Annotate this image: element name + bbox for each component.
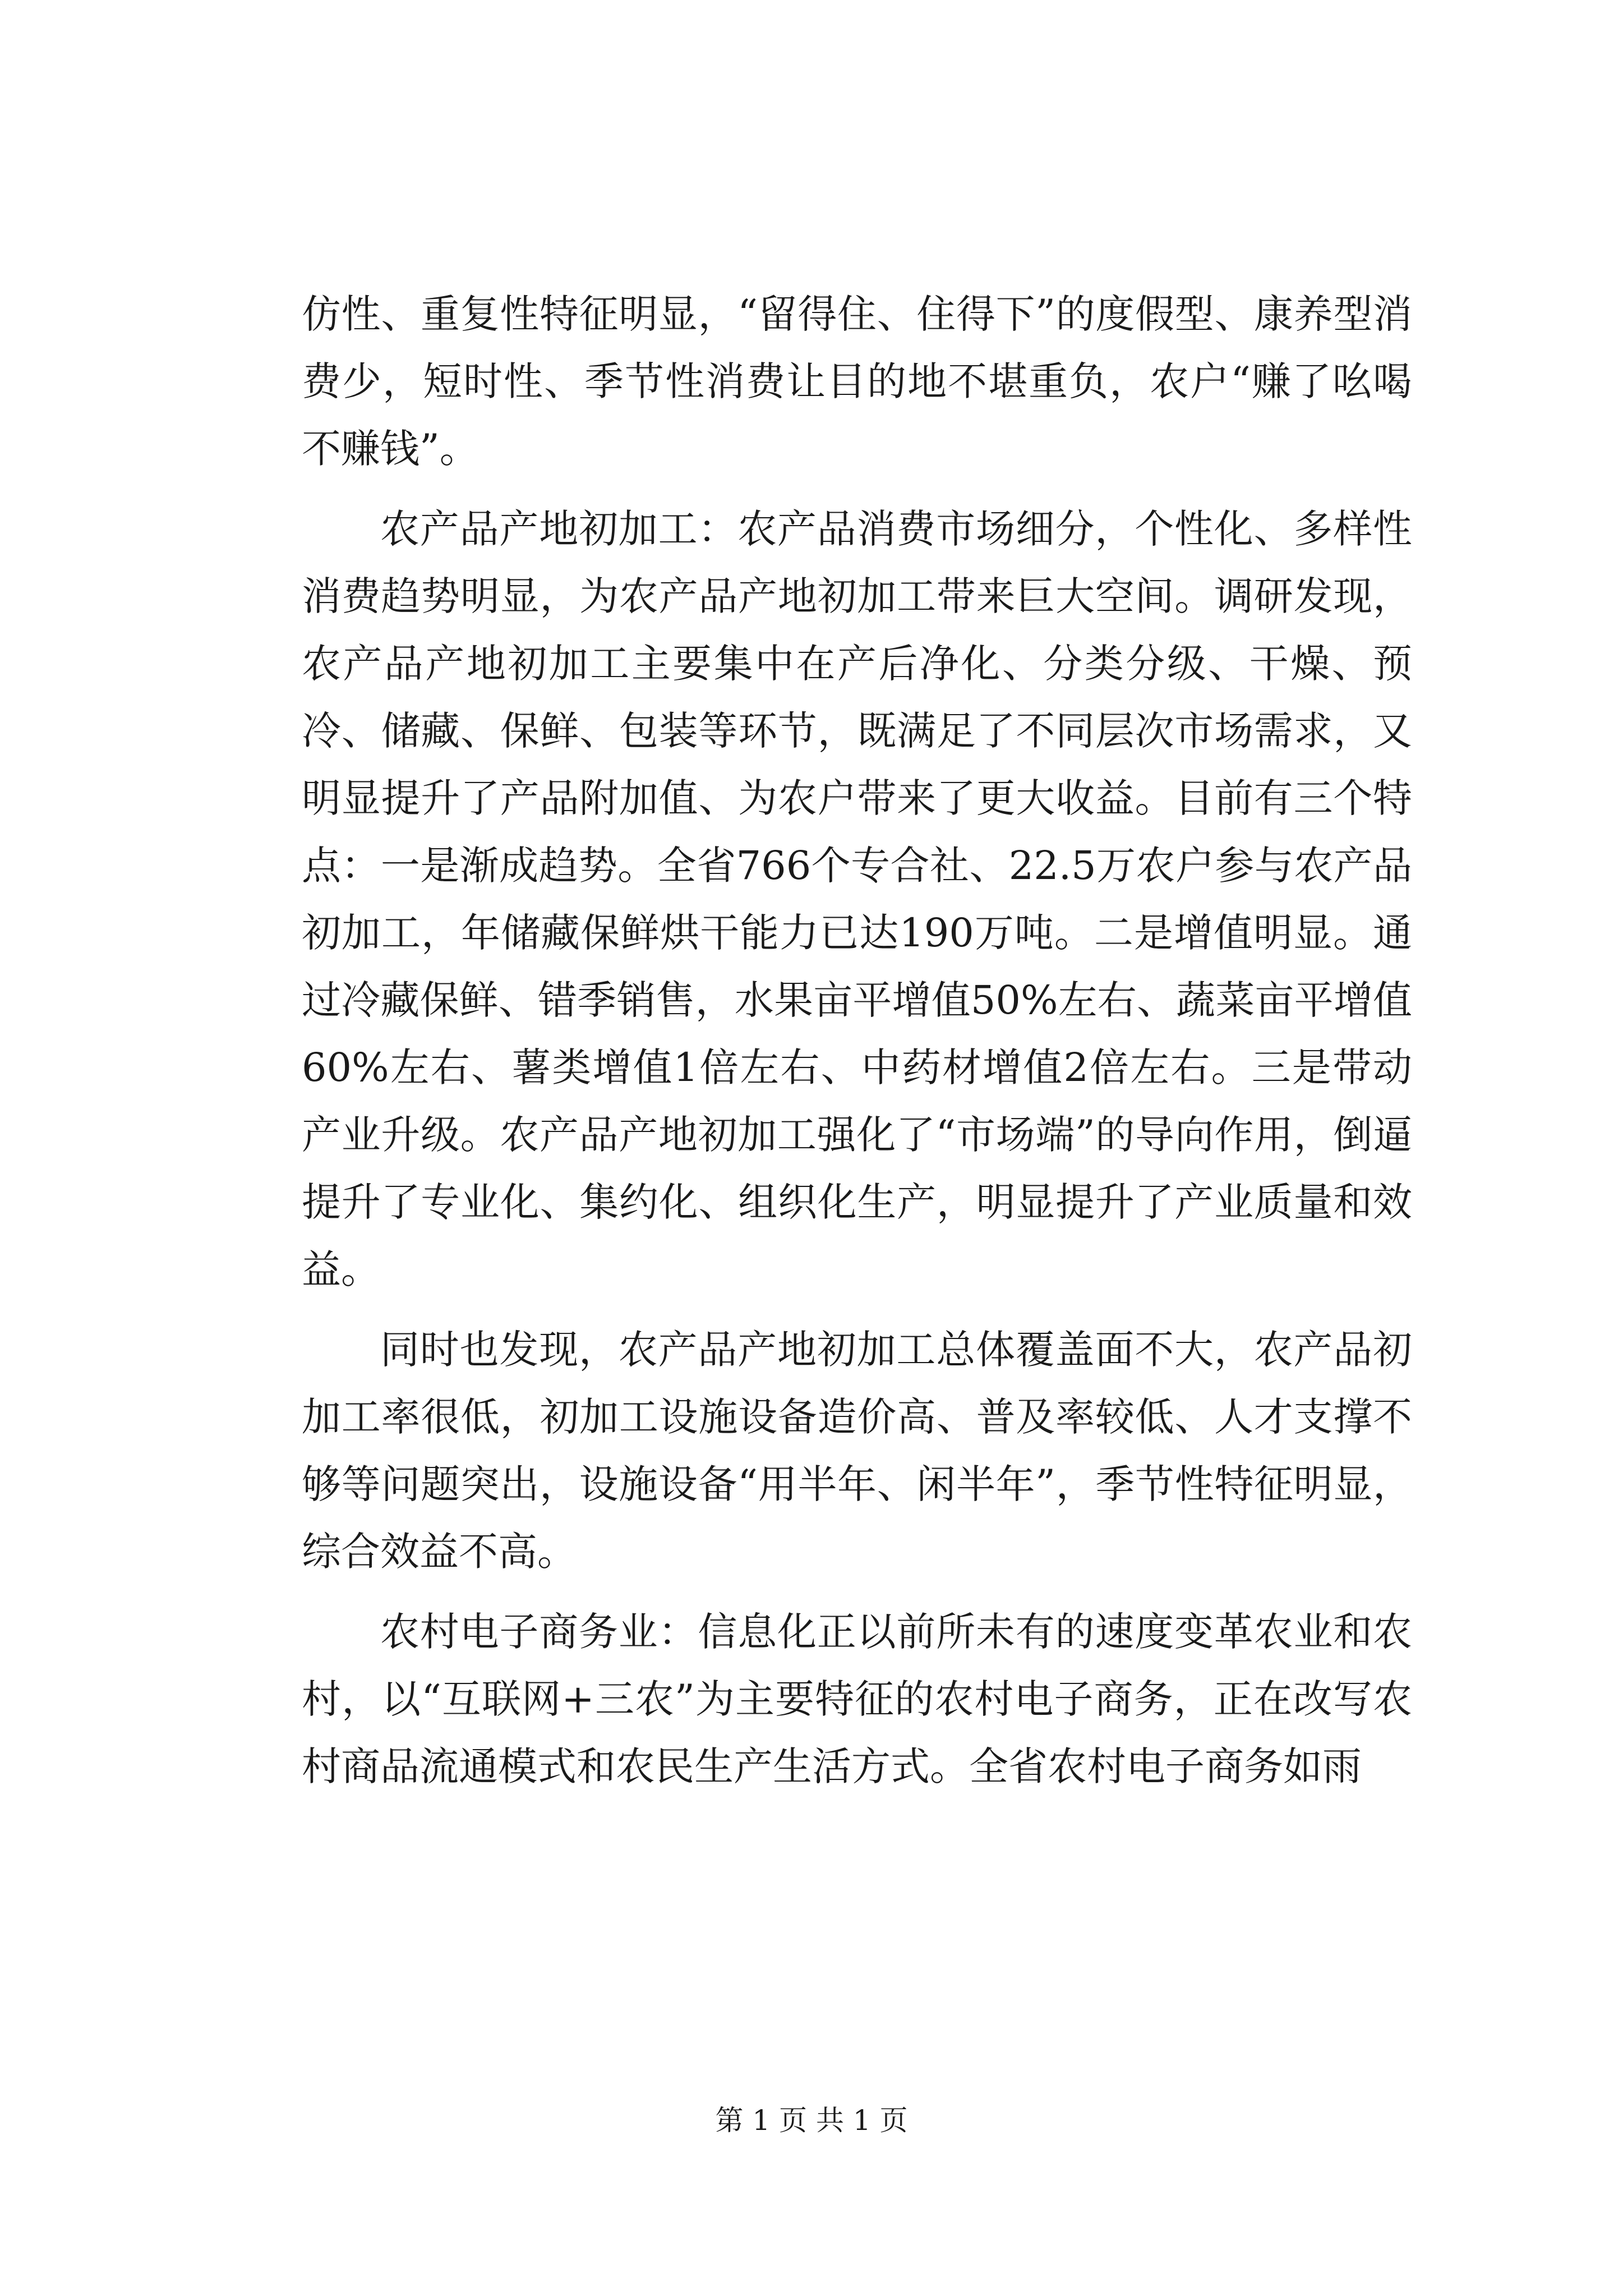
paragraph-continuation: 仿性、重复性特征明显，“留得住、住得下”的度假型、康养型消费少，短时性、季节性消费让目的地不堪重负，农户“赚了吆喝不赚钱”。 [302,291,1412,472]
page-number-footer: 第 1 页 共 1 页 [715,2104,908,2137]
paragraph-processing-issues: 同时也发现，农产品产地初加工总体覆盖面不大，农产品初加工率很低，初加工设施设备造价高、普及率较低、人才支撑不够等问题突出，设施设备“用半年、闲半年”，季节性特征明显，综合效益不高。 [302,1327,1412,1575]
paragraph-rural-ecommerce: 农村电子商务业：信息化正以前所未有的速度变革农业和农村，以“互联网+三农”为主要特征的农村电子商务，正在改写农村商品流通模式和农民生产生活方式。全省农村电子商务如雨 [302,1609,1412,1789]
document-body [302,280,1412,1813]
paragraph-agri-processing: 农产品产地初加工：农产品消费市场细分，个性化、多样性消费趋势明显，为农产品产地初加工带来巨大空间。调研发现，农产品产地初加工主要集中在产后净化、分类分级、干燥、预冷、储藏、保鲜、包装等环节，既满足了不同层次市场需求，又明显提升了产品附加值、为农户带来了更大收益。目前有三个特点：一是渐成趋势。全省766个专合社、22.5万农户参与农产品初加工，年储藏保鲜烘干能力已达190万吨。二是增值明显。通过冷藏保鲜、错季销售，水果亩平增值50%左右、蔬菜亩平增值60%左右、薯类增值1倍左右、中药材增值2倍左右。三是带动产业升级。农产品产地初加工强化了“市场端”的导向作用，倒逼提升了专业化、集约化、组织化生产，明显提升了产业质量和效益。 [302,506,1412,1292]
